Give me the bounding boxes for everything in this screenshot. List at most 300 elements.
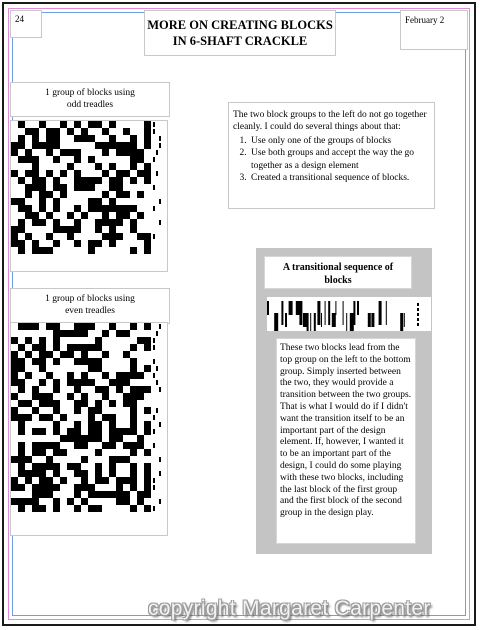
drawdown-cell — [144, 128, 151, 135]
drawdown-cell — [137, 435, 144, 442]
drawdown-cell — [18, 505, 25, 512]
drawdown-cell — [18, 484, 25, 491]
caption-even-treadles — [10, 288, 170, 324]
drawdown-cell — [39, 358, 46, 365]
drawdown-cell — [95, 470, 102, 477]
drawdown-cell — [144, 163, 151, 170]
drawdown-cell — [109, 184, 116, 191]
drawdown-cell — [32, 323, 39, 330]
drawdown-cell — [88, 247, 95, 254]
drawdown-cell — [74, 358, 81, 365]
treadling-mark — [156, 171, 158, 176]
drawdown-cell — [53, 442, 60, 449]
drawdown-cell — [18, 414, 25, 421]
strip-treadling-mark — [417, 318, 419, 321]
drawdown-cell — [32, 212, 39, 219]
drawdown-cell — [123, 498, 130, 505]
drawdown-cell — [46, 142, 53, 149]
drawdown-cell — [88, 198, 95, 205]
drawdown-cell — [46, 393, 53, 400]
drawdown-cell — [60, 121, 67, 128]
drawdown-cell — [25, 128, 32, 135]
strip-bar — [328, 301, 330, 325]
drawdown-cell — [53, 344, 60, 351]
drawdown-cell — [25, 170, 32, 177]
drawdown-cell — [109, 463, 116, 470]
drawdown-cell — [32, 358, 39, 365]
drawdown-cell — [88, 344, 95, 351]
drawdown-cell — [95, 344, 102, 351]
drawdown-cell — [116, 498, 123, 505]
drawdown-cell — [144, 463, 151, 470]
drawdown-cell — [116, 205, 123, 212]
drawdown-cell — [95, 477, 102, 484]
drawdown-cell — [137, 191, 144, 198]
drawdown-cell — [32, 386, 39, 393]
drawdown-cell — [81, 442, 88, 449]
drawdown-cell — [109, 142, 116, 149]
drawdown-cell — [109, 442, 116, 449]
drawdown-cell — [32, 393, 39, 400]
drawdown-cell — [11, 240, 18, 247]
drawdown-cell — [88, 184, 95, 191]
drawdown-cell — [144, 121, 151, 128]
drawdown-cell — [109, 379, 116, 386]
treadling-mark — [159, 136, 161, 141]
drawdown-cell — [74, 386, 81, 393]
drawdown-cell — [123, 212, 130, 219]
treadling-mark — [156, 150, 158, 155]
drawdown-cell — [102, 128, 109, 135]
drawdown-cell — [53, 219, 60, 226]
drawdown-cell — [46, 212, 53, 219]
strip-bar — [357, 301, 359, 315]
strip-bar — [332, 313, 336, 327]
drawdown-cell — [144, 323, 151, 330]
drawdown-cell — [88, 365, 95, 372]
drawdown-cell — [25, 323, 32, 330]
drawdown-cell — [137, 337, 144, 344]
drawdown-cell — [116, 330, 123, 337]
drawdown-cell — [74, 379, 81, 386]
drawdown-cell — [144, 170, 151, 177]
drawdown-cell — [81, 358, 88, 365]
drawdown-cell — [74, 407, 81, 414]
drawdown-cell — [81, 323, 88, 330]
transition-drawdown-graphic — [267, 297, 431, 331]
drawdown-cell — [109, 205, 116, 212]
drawdown-cell — [32, 344, 39, 351]
drawdown-cell — [74, 156, 81, 163]
note-intro: The two block groups to the left do not go together cleanly. I could do several things about that: — [233, 110, 427, 133]
drawdown-cell — [18, 456, 25, 463]
drawdown-cell — [53, 386, 60, 393]
treadling-mark — [153, 338, 155, 343]
drawdown-cell — [53, 407, 60, 414]
strip-bar — [353, 301, 355, 325]
drawdown-cell — [137, 170, 144, 177]
drawdown-cell — [25, 184, 32, 191]
strip-bar — [371, 313, 374, 327]
treadling-mark — [159, 199, 161, 204]
drawdown-cell — [116, 372, 123, 379]
drawdown-cell — [18, 463, 25, 470]
drawdown-cell — [88, 358, 95, 365]
strip-bar — [285, 313, 287, 327]
drawdown-cell — [46, 351, 53, 358]
drawdown-cell — [88, 484, 95, 491]
drawdown-cell — [95, 365, 102, 372]
drawdown-cell — [81, 393, 88, 400]
drawdown-cell — [60, 170, 67, 177]
drawdown-cell — [46, 491, 53, 498]
drawdown-cell — [39, 484, 46, 491]
drawdown-cell — [81, 484, 88, 491]
drawdown-cell — [130, 505, 137, 512]
drawdown-cell — [144, 135, 151, 142]
drawdown-cell — [74, 484, 81, 491]
treadling-mark — [153, 122, 155, 127]
drawdown-cell — [144, 233, 151, 240]
drawdown-cell — [74, 400, 81, 407]
drawdown-cell — [144, 421, 151, 428]
strip-bar — [404, 313, 405, 327]
strip-bar — [296, 301, 300, 315]
drawdown-cell — [137, 212, 144, 219]
drawdown-cell — [53, 498, 60, 505]
drawdown-cell — [109, 121, 116, 128]
drawdown-cell — [25, 149, 32, 156]
strip-treadling-mark — [417, 308, 419, 311]
treadling-mark — [159, 499, 161, 504]
drawdown-cell — [46, 456, 53, 463]
drawdown-cell — [130, 470, 137, 477]
block-groups-note — [228, 102, 435, 209]
drawdown-cell — [81, 351, 88, 358]
drawdown-cell — [60, 191, 67, 198]
drawdown-cell — [123, 477, 130, 484]
drawdown-cell — [39, 442, 46, 449]
drawdown-cell — [39, 247, 46, 254]
treadling-mark — [153, 373, 155, 378]
drawdown-cell — [102, 414, 109, 421]
drawdown-cell — [53, 463, 60, 470]
drawdown-cell — [18, 386, 25, 393]
drawdown-cell — [32, 170, 39, 177]
drawdown-cell — [102, 142, 109, 149]
transition-title-line-2: blocks — [324, 275, 352, 286]
drawdown-cell — [11, 226, 18, 233]
drawdown-cell — [39, 393, 46, 400]
drawdown-cell — [88, 177, 95, 184]
drawdown-cell — [109, 414, 116, 421]
drawdown-cell — [137, 498, 144, 505]
drawdown-cell — [144, 247, 151, 254]
drawdown-cell — [74, 505, 81, 512]
drawdown-cell — [46, 149, 53, 156]
drawdown-cell — [18, 121, 25, 128]
drawdown-cell — [123, 456, 130, 463]
drawdown-cell — [137, 233, 144, 240]
drawdown-cell — [95, 226, 102, 233]
drawdown-cell — [18, 358, 25, 365]
drawdown-cell — [60, 330, 67, 337]
drawdown-cell — [18, 198, 25, 205]
strip-bar — [299, 301, 302, 325]
drawdown-cell — [116, 184, 123, 191]
drawdown-cell — [53, 337, 60, 344]
drawdown-cell — [46, 477, 53, 484]
drawdown-cell — [53, 449, 60, 456]
drawdown-cell — [95, 177, 102, 184]
drawdown-cell — [74, 149, 81, 156]
drawdown-cell — [109, 163, 116, 170]
drawdown-cell — [74, 470, 81, 477]
drawdown-cell — [32, 128, 39, 135]
drawdown-cell — [102, 149, 109, 156]
strip-bar — [350, 313, 354, 331]
caption-odd-treadles — [10, 82, 170, 117]
drawdown-cell — [130, 344, 137, 351]
drawdown-cell — [81, 212, 88, 219]
drawdown-cell — [144, 491, 151, 498]
drawdown-cell — [137, 149, 144, 156]
drawdown-cell — [25, 400, 32, 407]
drawdown-cell — [88, 414, 95, 421]
drawdown-cell — [74, 421, 81, 428]
drawdown-cell — [18, 247, 25, 254]
drawdown-cell — [130, 442, 137, 449]
drawdown-cell — [123, 170, 130, 177]
drawdown-cell — [39, 177, 46, 184]
drawdown-cell — [102, 205, 109, 212]
drawdown-cell — [18, 428, 25, 435]
transition-title — [264, 256, 412, 289]
drawdown-cell — [25, 191, 32, 198]
drawdown-cell — [109, 233, 116, 240]
drawdown-cell — [53, 142, 60, 149]
drawdown-cell — [116, 477, 123, 484]
drawdown-cell — [109, 421, 116, 428]
drawdown-cell — [130, 400, 137, 407]
drawdown-cell — [53, 379, 60, 386]
drawdown-cell — [116, 219, 123, 226]
drawdown-cell — [46, 414, 53, 421]
drawdown-cell — [67, 212, 74, 219]
drawdown-cell — [137, 393, 144, 400]
drawdown-cell — [123, 379, 130, 386]
drawdown-cell — [88, 407, 95, 414]
drawdown-cell — [81, 184, 88, 191]
treadling-mark — [156, 331, 158, 336]
drawdown-cell — [95, 463, 102, 470]
drawdown-cell — [25, 351, 32, 358]
drawdown-cell — [109, 219, 116, 226]
drawdown-cell — [74, 442, 81, 449]
drawdown-cell — [109, 491, 116, 498]
drawdown-cell — [130, 226, 137, 233]
drawdown-cell — [53, 484, 60, 491]
drawdown-cell — [39, 142, 46, 149]
drawdown-cell — [102, 170, 109, 177]
drawdown-cell — [39, 400, 46, 407]
drawdown-cell — [116, 191, 123, 198]
drawdown-cell — [11, 372, 18, 379]
drawdown-cell — [60, 149, 67, 156]
strip-bar — [274, 313, 278, 331]
drawdown-cell — [95, 449, 102, 456]
drawdown-cell — [32, 156, 39, 163]
drawdown-cell — [74, 463, 81, 470]
drawdown-cell — [144, 470, 151, 477]
drawdown-cell — [130, 463, 137, 470]
drawdown-cell — [130, 386, 137, 393]
drawdown-cell — [11, 414, 18, 421]
drawdown-cell — [60, 477, 67, 484]
drawdown-cell — [116, 386, 123, 393]
drawdown-cell — [130, 407, 137, 414]
drawdown-cell — [53, 240, 60, 247]
drawdown-cell — [88, 505, 95, 512]
drawdown-cell — [137, 156, 144, 163]
drawdown-cell — [46, 442, 53, 449]
drawdown-cell — [102, 233, 109, 240]
drawdown-cell — [144, 386, 151, 393]
treadling-mark — [153, 234, 155, 239]
drawdown-cell — [102, 191, 109, 198]
strip-bar — [335, 301, 336, 315]
drawdown-cell — [95, 198, 102, 205]
drawdown-cell — [53, 358, 60, 365]
drawdown-cell — [95, 428, 102, 435]
drawdown-cell — [95, 386, 102, 393]
drawdown-cell — [123, 442, 130, 449]
drawdown-cell — [53, 323, 60, 330]
drawdown-cell — [46, 135, 53, 142]
drawdown-cell — [144, 177, 151, 184]
drawdown-cell — [11, 407, 18, 414]
drawdown-cell — [67, 498, 74, 505]
drawdown-cell — [39, 219, 46, 226]
drawdown-cell — [46, 484, 53, 491]
strip-bar — [343, 301, 344, 325]
drawdown-cell — [11, 456, 18, 463]
drawdown-cell — [32, 142, 39, 149]
drawdown-cell — [144, 484, 151, 491]
drawdown-cell — [39, 121, 46, 128]
drawdown-cell — [95, 407, 102, 414]
drawdown-cell — [11, 393, 18, 400]
note-option-2: 2. Use both groups and accept the way the go together as a design element — [249, 147, 430, 172]
strip-bar — [310, 313, 311, 331]
drawdown-cell — [88, 421, 95, 428]
drawdown-cell — [116, 233, 123, 240]
drawdown-cell — [130, 372, 137, 379]
drawdown-cell — [39, 379, 46, 386]
drawdown-cell — [130, 449, 137, 456]
drawdown-cell — [137, 491, 144, 498]
drawdown-cell — [67, 233, 74, 240]
drawdown-cell — [95, 400, 102, 407]
drawdown-cell — [11, 365, 18, 372]
drawdown-cell — [46, 400, 53, 407]
drawdown-cell — [123, 351, 130, 358]
caption-odd-line-1: 1 group of blocks using — [45, 88, 135, 98]
drawdown-cell — [25, 414, 32, 421]
drawdown-cell — [32, 177, 39, 184]
drawdown-cell — [18, 240, 25, 247]
drawdown-cell — [67, 372, 74, 379]
drawdown-cell — [39, 470, 46, 477]
drawdown-cell — [67, 463, 74, 470]
drawdown-cell — [95, 219, 102, 226]
drawdown-cell — [130, 219, 137, 226]
page-number: 24 — [10, 10, 42, 38]
strip-treadling-mark — [417, 323, 419, 326]
drawdown-cell — [18, 470, 25, 477]
drawdown-cell — [144, 337, 151, 344]
drawdown-cell — [53, 177, 60, 184]
treadling-mark — [159, 387, 161, 392]
drawdown-cell — [95, 337, 102, 344]
drawdown-cell — [130, 484, 137, 491]
drawdown-cell — [25, 372, 32, 379]
strip-treadling-mark — [417, 303, 419, 306]
drawdown-cell — [109, 135, 116, 142]
drawdown-cell — [74, 330, 81, 337]
drawdown-cell — [18, 365, 25, 372]
drawdown-cell — [11, 484, 18, 491]
drawdown-cell — [137, 442, 144, 449]
drawdown-cell — [130, 149, 137, 156]
drawdown-cell — [95, 435, 102, 442]
drawdown-cell — [32, 463, 39, 470]
drawdown-cell — [109, 456, 116, 463]
strip-bar — [379, 301, 382, 325]
drawdown-cell — [11, 379, 18, 386]
drawdown-cell — [102, 212, 109, 219]
drawdown-cell — [116, 491, 123, 498]
drawdown-cell — [74, 323, 81, 330]
drawdown-cell — [46, 372, 53, 379]
drawdown-cell — [32, 442, 39, 449]
drawdown-cell — [88, 428, 95, 435]
drawdown-cell — [18, 142, 25, 149]
drawdown-cell — [25, 477, 32, 484]
drawdown-cell — [123, 428, 130, 435]
drawdown-cell — [60, 449, 67, 456]
strip-bar — [325, 301, 326, 325]
drawdown-cell — [130, 156, 137, 163]
drawdown-cell — [130, 358, 137, 365]
drawdown-cell — [109, 198, 116, 205]
drawdown-cell — [102, 386, 109, 393]
drawdown-cell — [32, 491, 39, 498]
caption-even-line-2: even treadles — [65, 306, 115, 316]
strip-bar — [307, 313, 309, 331]
drawdown-cell — [81, 177, 88, 184]
drawdown-cell — [39, 344, 46, 351]
drawdown-cell — [25, 233, 32, 240]
treadling-mark — [153, 443, 155, 448]
drawdown-cell — [53, 505, 60, 512]
drawdown-cell — [11, 358, 18, 365]
drawdown-cell — [60, 226, 67, 233]
drawdown-cell — [144, 449, 151, 456]
drawdown-cell — [144, 477, 151, 484]
drawdown-cell — [18, 205, 25, 212]
drawdown-cell — [53, 184, 60, 191]
